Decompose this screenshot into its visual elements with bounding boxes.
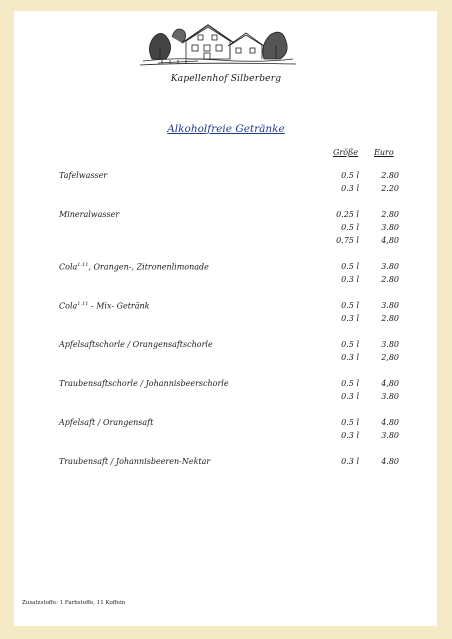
- menu-item-size: 0.5 l: [341, 262, 359, 271]
- menu-item-price: 4,80: [381, 379, 399, 388]
- menu-item-name-text: Traubensaftschorle / Johannisbeerschorle: [59, 379, 229, 388]
- menu-item-size: 0.3 l: [341, 431, 359, 440]
- menu-item-size: 0.3 l: [341, 275, 359, 284]
- menu-item-row: [59, 353, 399, 366]
- menu-item-price: 2.80: [381, 314, 399, 323]
- menu-item-name: [59, 340, 213, 349]
- menu-item-size: 0.3 l: [341, 457, 359, 466]
- menu-item-price: 4,80: [381, 236, 399, 245]
- menu-item-name-text: Cola: [59, 262, 78, 272]
- menu-item-row: [59, 184, 399, 197]
- menu-item-row: [59, 314, 399, 327]
- menu-item-name: [59, 379, 229, 388]
- menu-item-row: [59, 418, 399, 431]
- menu-item-size: 0.3 l: [341, 392, 359, 401]
- menu-item-price: 3.80: [381, 301, 399, 310]
- menu-item-name-text: Tafelwasser: [59, 171, 108, 180]
- menu-item-row: [59, 236, 399, 249]
- menu-section-title: Alkoholfreie Getränke: [167, 123, 285, 135]
- additives-footnote: Zusatzstoffe: 1 Farbstoffe, 11 Koffein: [22, 600, 126, 606]
- menu-item-name-rest: - Mix- Getränk: [88, 301, 150, 311]
- menu-item-size: 0.75 l: [336, 236, 359, 245]
- menu-item-row: [59, 223, 399, 236]
- menu-item: [59, 210, 399, 249]
- menu-item-name-rest: , Orangen-, Zitronenlimonade: [88, 262, 209, 272]
- menu-item-price: 4.80: [381, 418, 399, 427]
- additive-footnote-marker: 1,11: [77, 262, 89, 268]
- additive-footnote-marker: 1,11: [77, 301, 89, 307]
- column-header-size: Größe: [333, 148, 359, 157]
- menu-item-name: [59, 301, 150, 311]
- menu-item-name: [59, 262, 209, 272]
- menu-item-price: 2.80: [381, 275, 399, 284]
- menu-item-name: [59, 210, 119, 219]
- column-header-price: Euro: [374, 148, 394, 157]
- menu-item-price: 2.20: [381, 184, 399, 193]
- farmhouse-sketch-logo: [138, 17, 298, 69]
- drinks-list: [59, 171, 399, 483]
- menu-item-row: [59, 275, 399, 288]
- menu-item-price: 3.80: [381, 392, 399, 401]
- menu-item: [59, 301, 399, 327]
- menu-item-name-text: Cola: [59, 301, 78, 311]
- menu-item-row: [59, 262, 399, 275]
- menu-item: [59, 457, 399, 470]
- menu-item-row: [59, 392, 399, 405]
- menu-item-name: [59, 418, 153, 427]
- menu-item-row: [59, 431, 399, 444]
- menu-item-name-text: Traubensaft / Johannisbeeren-Nektar: [59, 457, 211, 466]
- menu-item-size: 0.3 l: [341, 353, 359, 362]
- menu-item-row: [59, 301, 399, 314]
- menu-item-name: [59, 171, 107, 180]
- menu-item: [59, 262, 399, 288]
- menu-item-row: [59, 171, 399, 184]
- menu-item-price: 3.80: [381, 223, 399, 232]
- menu-item-price: 3.80: [381, 262, 399, 271]
- menu-item: [59, 379, 399, 405]
- menu-item-price: 3.80: [381, 431, 399, 440]
- menu-item: [59, 418, 399, 444]
- menu-item-size: 0.5 l: [341, 418, 359, 427]
- menu-item-size: 0.3 l: [341, 184, 359, 193]
- menu-item-size: 0.5 l: [341, 301, 359, 310]
- menu-item-size: 0.5 l: [341, 379, 359, 388]
- menu-item-row: [59, 210, 399, 223]
- restaurant-brand: Kapellenhof Silberberg: [170, 74, 282, 84]
- menu-item-size: 0.25 l: [336, 210, 359, 219]
- menu-item-price: 2.80: [381, 210, 399, 219]
- menu-item-row: [59, 340, 399, 353]
- menu-item-name-text: Apfelsaftschorle / Orangensaftschorle: [59, 340, 213, 349]
- menu-item-price: 4.80: [381, 457, 399, 466]
- menu-item-name-text: Mineralwasser: [59, 210, 120, 219]
- menu-item-price: 3.80: [381, 340, 399, 349]
- menu-item-size: 0.5 l: [341, 223, 359, 232]
- menu-item-size: 0.5 l: [341, 171, 359, 180]
- menu-item-name-text: Apfelsaft / Orangensaft: [59, 418, 154, 427]
- menu-item-size: 0.5 l: [341, 340, 359, 349]
- menu-item: [59, 340, 399, 366]
- menu-item: [59, 171, 399, 197]
- menu-item-name: [59, 457, 210, 466]
- menu-item-price: 2,80: [381, 353, 399, 362]
- menu-item-size: 0.3 l: [341, 314, 359, 323]
- menu-item-row: [59, 457, 399, 470]
- menu-item-row: [59, 379, 399, 392]
- menu-item-price: 2.80: [381, 171, 399, 180]
